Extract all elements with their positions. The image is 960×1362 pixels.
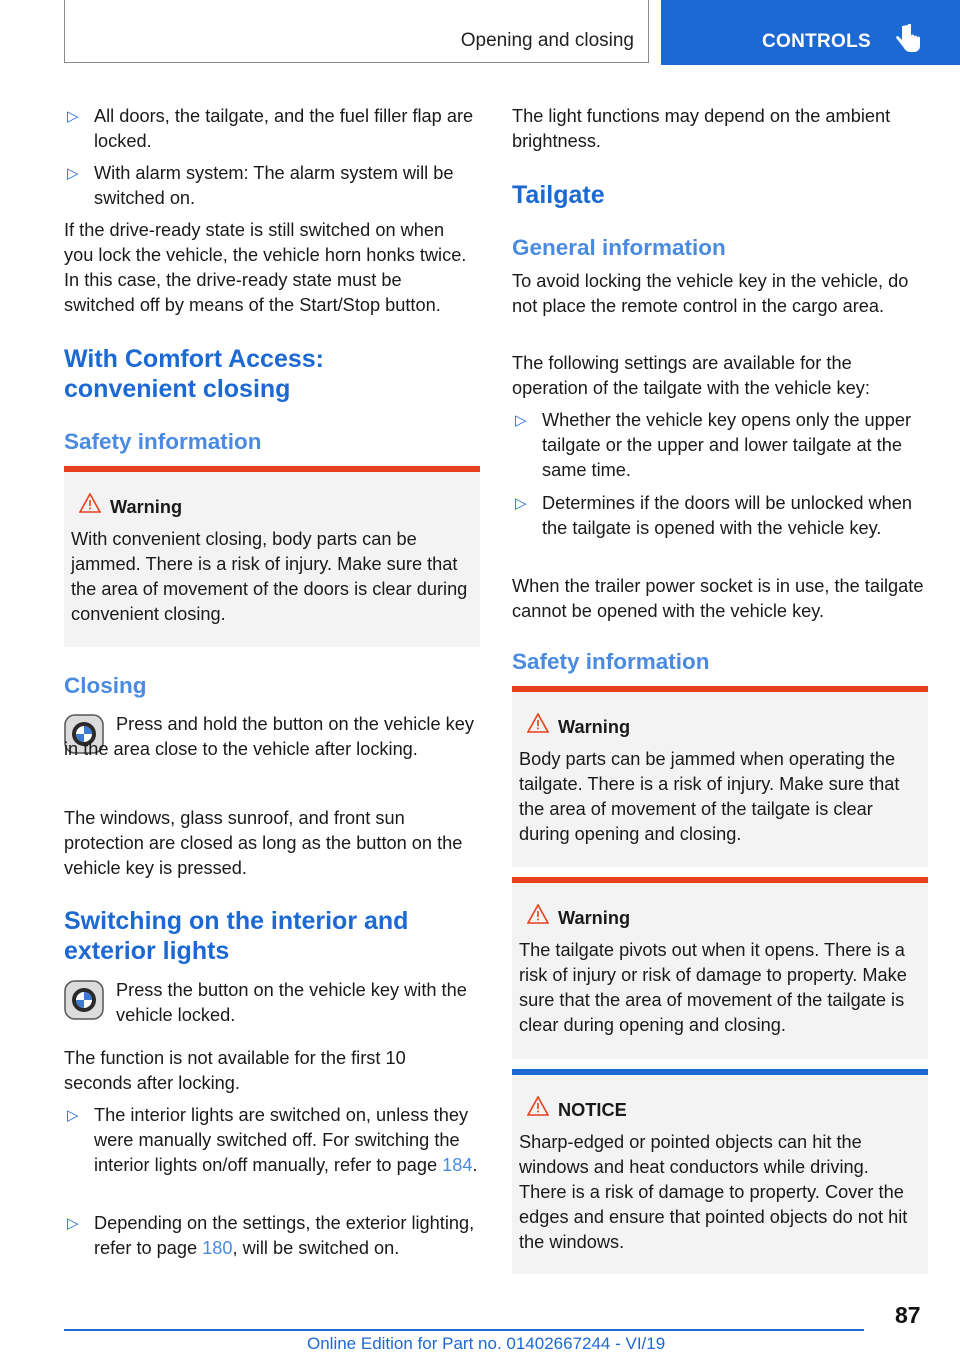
list-item — [64, 161, 480, 211]
list-item — [64, 1211, 480, 1261]
heading-interior-exterior-lights: Switching on the interior and exterior lights — [64, 907, 409, 965]
notice-text: Sharp-edged or pointed objects can hit the windows and heat conductors while driving. There is a risk of damage to property. Cover the edges and ensure that pointed objects do not hit the windows. — [519, 1132, 908, 1252]
paragraph: When the trailer power socket is in use, the tailgate cannot be opened with the vehicle key. — [512, 576, 924, 621]
bullet-triangle-icon: ▷ — [67, 108, 79, 125]
subheading-safety-information: Safety information — [64, 429, 262, 454]
list-item — [64, 1103, 480, 1178]
list-item — [512, 408, 928, 483]
warning-title: Warning — [558, 908, 631, 928]
warning-triangle-icon — [527, 904, 549, 924]
list-item-text: Whether the vehicle key opens only the upper tailgate or the upper and lower tailgate at the same time. — [542, 410, 912, 480]
list-item — [512, 491, 928, 541]
warning-title: Warning — [558, 717, 631, 737]
warning-triangle-icon — [79, 493, 101, 513]
list-item-text: With alarm system: The alarm system will be switched on. — [94, 163, 454, 208]
footer-edition: Online Edition for Part no. 01402667244 - VI/19 — [307, 1334, 666, 1353]
list-item-text: Determines if the doors will be unlocked when the tailgate is opened with the vehicle key. — [542, 493, 913, 538]
paragraph: The windows, glass sunroof, and front sun protection are closed as long as the button on the vehicle key is pressed. — [64, 808, 463, 878]
page-number: 87 — [895, 1302, 921, 1328]
warning-text: Body parts can be jammed when operating the tailgate. There is a risk of injury. Make sure that the area of movement of the tailgate is clear during opening and closing. — [519, 749, 900, 844]
header-chapter-tab[interactable] — [661, 0, 960, 65]
page-link-184[interactable]: 184 — [442, 1155, 473, 1175]
bullet-triangle-icon: ▷ — [515, 495, 527, 512]
bullet-triangle-icon: ▷ — [67, 165, 79, 182]
section-title: Opening and closing — [460, 30, 634, 51]
list-item-text-end: . — [472, 1155, 478, 1175]
list-item-text: All doors, the tailgate, and the fuel filler flap are locked. — [94, 106, 474, 151]
paragraph: The following settings are available for the operation of the tailgate with the vehicle key: — [512, 353, 870, 398]
list-item-text: Depending on the settings, the exterior lighting, refer to page — [94, 1213, 475, 1258]
heading-tailgate: Tailgate — [512, 181, 605, 209]
notice-title: NOTICE — [558, 1100, 627, 1120]
footer-divider — [64, 1329, 864, 1331]
vehicle-key-button-icon — [64, 980, 104, 1020]
bullet-triangle-icon: ▷ — [515, 412, 527, 429]
warning-box — [512, 686, 928, 867]
heading-comfort-access: With Comfort Access: convenient closing — [64, 345, 324, 403]
closing-text: Press and hold the button on the vehicle key in the area close to the vehicle after locking. — [64, 714, 474, 759]
bullet-triangle-icon: ▷ — [67, 1215, 79, 1232]
paragraph: The light functions may depend on the ambient brightness. — [512, 106, 891, 151]
chapter-title: CONTROLS — [762, 31, 872, 52]
list-item-text: The interior lights are switched on, unless they were manually switched off. For switching the interior lights on/off manually, refer to page — [94, 1105, 469, 1175]
page-link-180[interactable]: 180 — [202, 1238, 233, 1258]
warning-triangle-icon — [527, 1096, 549, 1116]
bullet-triangle-icon: ▷ — [67, 1107, 79, 1124]
warning-text: With convenient closing, body parts can be jammed. There is a risk of injury. Make sure that the area of movement of the doors is clear during convenient closing. — [71, 529, 468, 624]
list-item-text-end: , will be switched on. — [232, 1238, 400, 1258]
warning-box — [64, 466, 480, 647]
warning-triangle-icon — [527, 713, 549, 733]
list-item — [64, 104, 480, 154]
paragraph: The function is not available for the first 10 seconds after locking. — [64, 1048, 406, 1093]
lights-text: Press the button on the vehicle key with the vehicle locked. — [116, 980, 467, 1025]
notice-box — [512, 1069, 928, 1274]
subheading-safety-information: Safety information — [512, 649, 710, 674]
subheading-closing: Closing — [64, 673, 147, 698]
paragraph: If the drive-ready state is still switched on when you lock the vehicle, the vehicle horn honks twice. In this case, the drive-ready state must be switched off by means of the Start/Stop button. — [64, 220, 467, 315]
paragraph: To avoid locking the vehicle key in the vehicle, do not place the remote control in the cargo area. — [512, 271, 909, 316]
warning-box — [512, 877, 928, 1059]
hand-pointer-icon — [896, 24, 922, 54]
warning-text: The tailgate pivots out when it opens. There is a risk of injury or risk of damage to property. Make sure that the area of movement of the tailgate is clear during opening and closing. — [519, 940, 907, 1035]
header-section-box — [64, 0, 649, 63]
subheading-general-information: General information — [512, 235, 726, 260]
warning-title: Warning — [110, 497, 183, 517]
